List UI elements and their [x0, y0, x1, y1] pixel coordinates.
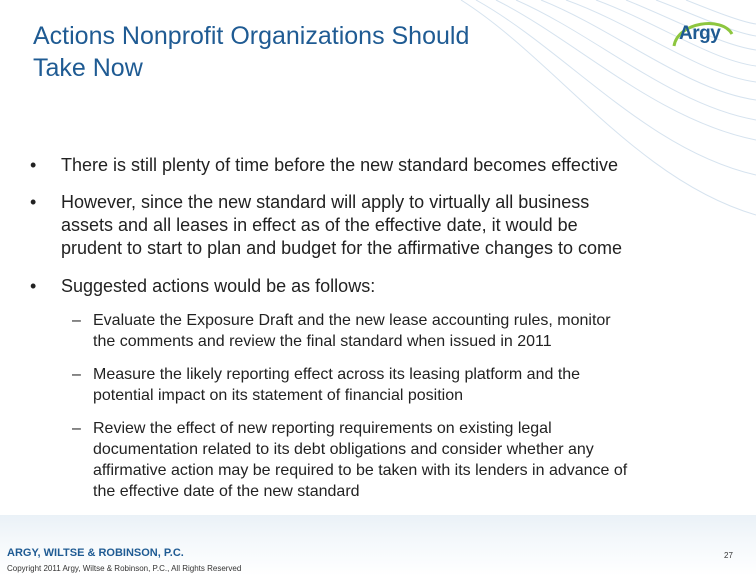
bullet-item — [61, 154, 701, 177]
bullet-marker: • — [30, 192, 37, 212]
bullet-item — [61, 191, 701, 260]
sub-bullet-item — [93, 418, 713, 502]
bullet-item — [61, 275, 701, 298]
logo-text: Argy — [679, 23, 721, 44]
sub-bullet-marker: – — [72, 366, 81, 383]
page-number: 27 — [724, 551, 733, 560]
sub-bullet-item — [93, 364, 713, 406]
sub-bullet-item — [93, 310, 713, 352]
title-line-2: Take Now — [33, 54, 143, 82]
bullet-line: However, since the new standard will apply to virtually all business — [61, 192, 590, 212]
bullet-line: assets and all leases in effect as of the effective date, it would be — [61, 215, 578, 235]
slide-title — [33, 20, 593, 84]
bullet-line: Suggested actions would be as follows: — [61, 276, 376, 296]
argy-logo — [670, 16, 736, 54]
bullet-marker: • — [30, 276, 37, 296]
sub-bullet-line: Review the effect of new reporting requirements on existing legal — [93, 420, 552, 437]
sub-bullet-line: the comments and review the final standard when issued in 2011 — [93, 333, 552, 350]
bullet-marker: • — [30, 155, 37, 175]
footer-copyright: Copyright 2011 Argy, Wiltse & Robinson, P.C., All Rights Reserved — [7, 564, 242, 573]
sub-bullet-line: documentation related to its debt obligations and consider whether any — [93, 441, 594, 458]
bullet-line: prudent to start to plan and budget for the affirmative changes to come — [61, 238, 623, 258]
title-line-1: Actions Nonprofit Organizations Should — [33, 22, 470, 50]
sub-bullet-line: potential impact on its statement of financial position — [93, 387, 463, 404]
sub-bullet-line: affirmative action may be required to be taken with its lenders in advance of — [93, 462, 628, 479]
sub-bullet-line: the effective date of the new standard — [93, 483, 360, 500]
footer-firm-name: ARGY, WILTSE & ROBINSON, P.C. — [7, 547, 184, 559]
sub-bullet-marker: – — [72, 420, 81, 437]
sub-bullet-marker: – — [72, 312, 81, 329]
bullet-line: There is still plenty of time before the new standard becomes effective — [61, 155, 618, 175]
sub-bullet-line: Measure the likely reporting effect across its leasing platform and the — [93, 366, 581, 383]
sub-bullet-line: Evaluate the Exposure Draft and the new lease accounting rules, monitor — [93, 312, 611, 329]
